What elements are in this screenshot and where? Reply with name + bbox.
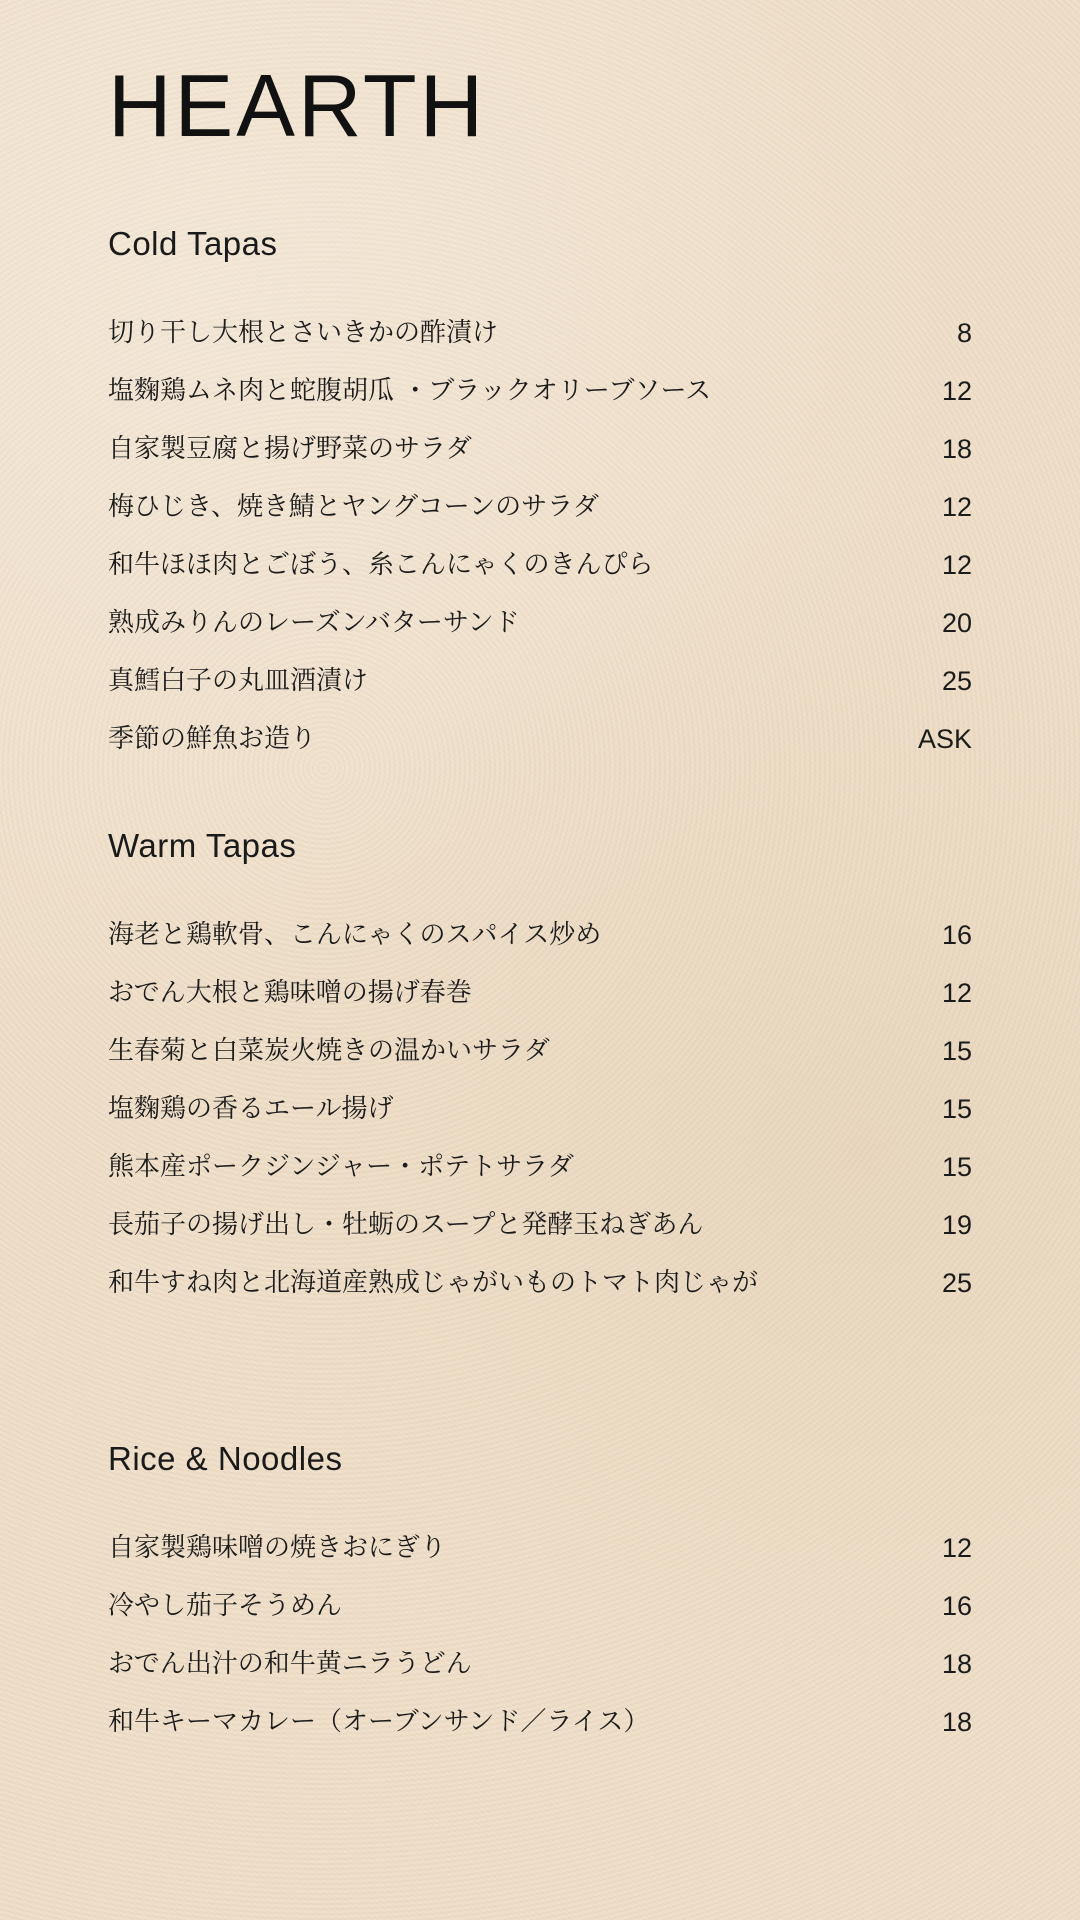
menu-item-price: 15 xyxy=(941,1094,972,1124)
menu-item-price: 20 xyxy=(941,608,972,638)
menu-item-name: 自家製豆腐と揚げ野菜のサラダ xyxy=(108,434,472,464)
menu-page xyxy=(108,0,972,1920)
menu-item-price: 12 xyxy=(941,550,972,580)
menu-item-price: 25 xyxy=(941,1268,972,1298)
menu-item xyxy=(108,652,972,710)
menu-item-name: 長茄子の揚げ出し・牡蛎のスープと発酵玉ねぎあん xyxy=(108,1210,704,1240)
menu-item-name: 生春菊と白菜炭火焼きの温かいサラダ xyxy=(108,1036,550,1066)
menu-item xyxy=(108,1577,972,1635)
menu-item-name: 塩麴鶏ムネ肉と蛇腹胡瓜 ・ブラックオリーブソース xyxy=(108,376,712,406)
menu-item-name: 海老と鶏軟骨、こんにゃくのスパイス炒め xyxy=(108,920,602,950)
menu-item-name: 自家製鶏味噌の焼きおにぎり xyxy=(108,1533,447,1563)
restaurant-name: HEARTH xyxy=(108,56,487,155)
menu-item xyxy=(108,1693,972,1751)
menu-item-name: 熊本産ポークジンジャー・ポテトサラダ xyxy=(108,1152,574,1182)
menu-item xyxy=(108,304,972,362)
menu-item-name: 和牛ほほ肉とごぼう、糸こんにゃくのきんぴら xyxy=(108,550,654,580)
menu-item xyxy=(108,1635,972,1693)
menu-item-name: 和牛すね肉と北海道産熟成じゃがいものトマト肉じゃが xyxy=(108,1268,759,1298)
menu-item-price: ASK xyxy=(917,724,972,754)
menu-item xyxy=(108,1519,972,1577)
section-rice-noodles xyxy=(108,1437,972,1751)
menu-item-name: 冷やし茄子そうめん xyxy=(108,1591,343,1621)
menu-item-price: 18 xyxy=(941,1707,972,1737)
menu-item xyxy=(108,594,972,652)
menu-item-name: 熟成みりんのレーズンバターサンド xyxy=(108,608,520,638)
menu-item-price: 19 xyxy=(941,1210,972,1240)
menu-item-name: 季節の鮮魚お造り xyxy=(108,724,317,754)
menu-item xyxy=(108,478,972,536)
menu-item-name: おでん大根と鶏味噌の揚げ春巻 xyxy=(108,978,472,1008)
menu-item-price: 18 xyxy=(941,434,972,464)
menu-item-price: 25 xyxy=(941,666,972,696)
menu-item-name: おでん出汁の和牛黄ニラうどん xyxy=(108,1649,472,1679)
menu-item-list xyxy=(108,906,972,1312)
section-warm-tapas xyxy=(108,824,972,1312)
menu-item-price: 12 xyxy=(941,1533,972,1563)
menu-item xyxy=(108,906,972,964)
menu-item-name: 真鱈白子の丸皿酒漬け xyxy=(108,666,369,696)
section-title: Cold Tapas xyxy=(108,225,278,262)
menu-item-price: 12 xyxy=(941,978,972,1008)
menu-item-name: 梅ひじき、焼き鯖とヤングコーンのサラダ xyxy=(108,492,599,522)
menu-item-price: 16 xyxy=(941,920,972,950)
section-cold-tapas xyxy=(108,222,972,768)
menu-item-price: 18 xyxy=(941,1649,972,1679)
menu-item xyxy=(108,1138,972,1196)
menu-item xyxy=(108,1254,972,1312)
menu-item-price: 15 xyxy=(941,1036,972,1066)
menu-item xyxy=(108,420,972,478)
menu-item-price: 8 xyxy=(956,318,972,348)
section-title: Warm Tapas xyxy=(108,827,297,864)
menu-item-price: 16 xyxy=(941,1591,972,1621)
menu-item xyxy=(108,1022,972,1080)
menu-item xyxy=(108,536,972,594)
menu-item xyxy=(108,964,972,1022)
menu-item-price: 12 xyxy=(941,492,972,522)
menu-item xyxy=(108,1080,972,1138)
menu-item-list xyxy=(108,304,972,768)
menu-item-name: 和牛キーマカレー（オーブンサンド／ライス） xyxy=(108,1707,650,1737)
menu-item-price: 15 xyxy=(941,1152,972,1182)
menu-item-name: 切り干し大根とさいきかの酢漬け xyxy=(108,318,499,348)
menu-item-list xyxy=(108,1519,972,1751)
menu-item-name: 塩麴鶏の香るエール揚げ xyxy=(108,1094,394,1124)
menu-item xyxy=(108,1196,972,1254)
section-title: Rice & Noodles xyxy=(108,1440,343,1477)
menu-item-price: 12 xyxy=(941,376,972,406)
menu-item xyxy=(108,362,972,420)
menu-item xyxy=(108,710,972,768)
